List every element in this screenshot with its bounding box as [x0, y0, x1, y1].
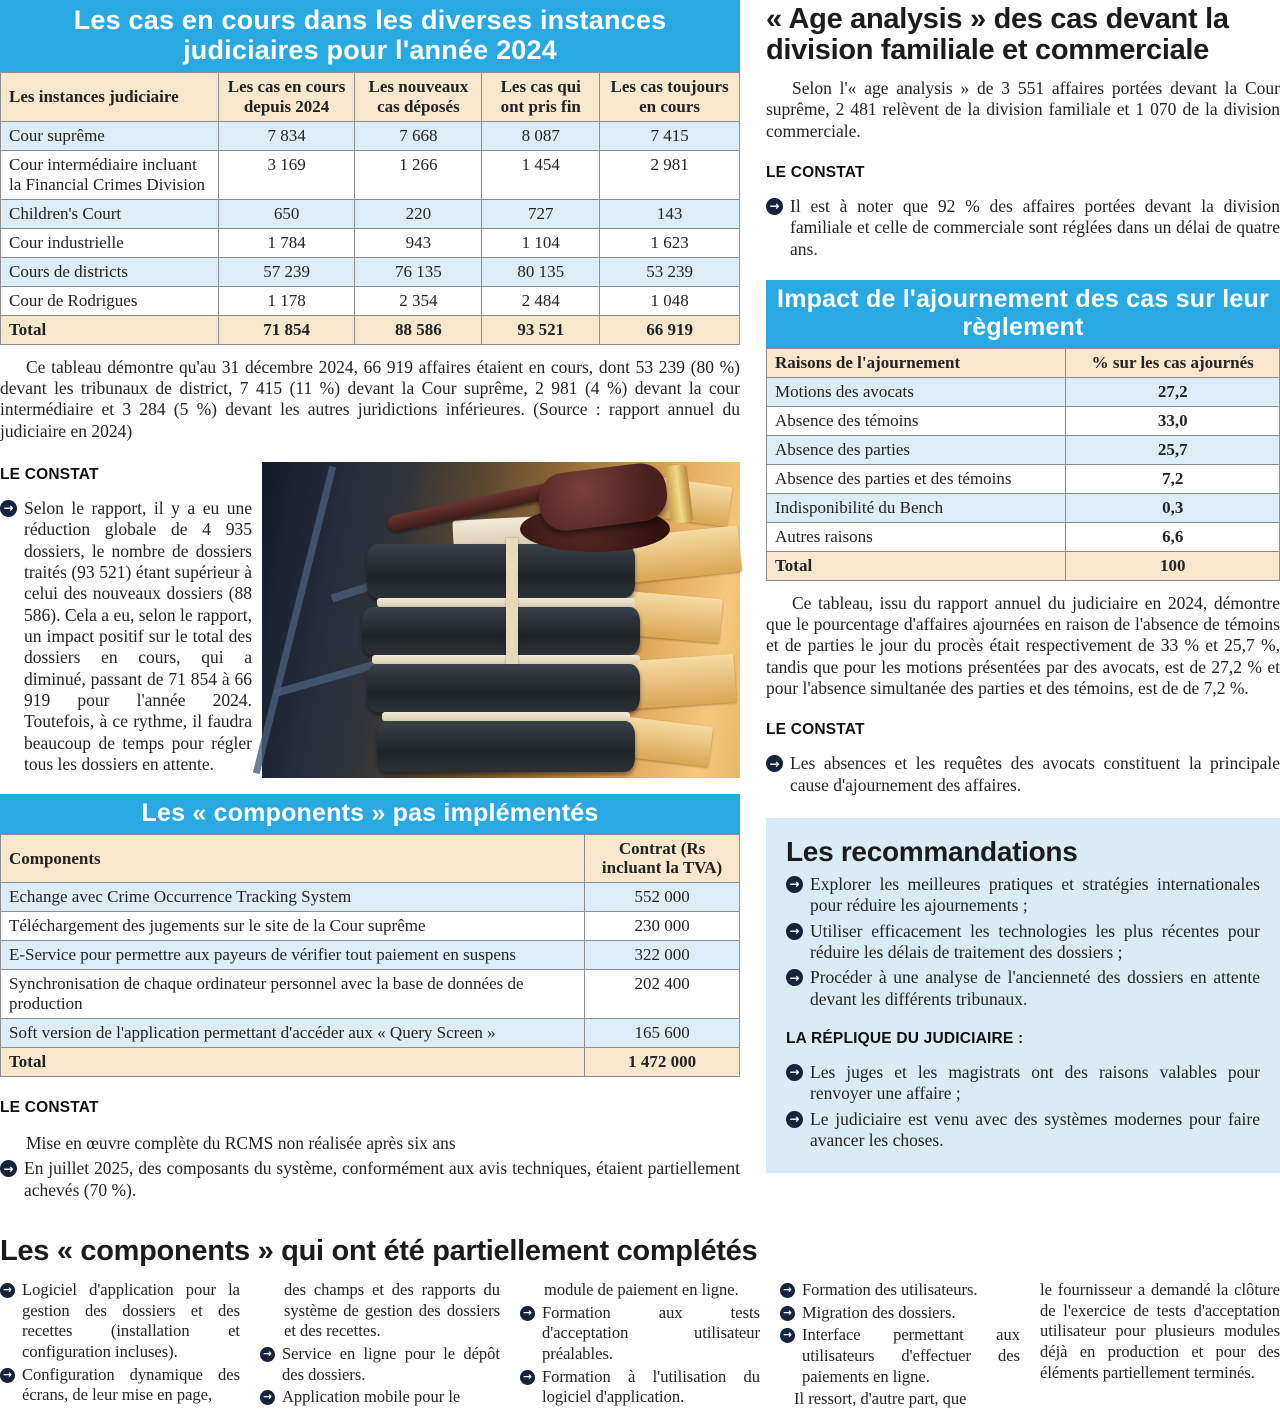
recommendation-bullet: [786, 874, 1260, 917]
shelf-shape: [253, 466, 336, 774]
cell-value: 943: [355, 228, 482, 257]
row-label: Cour suprême: [1, 121, 219, 150]
table-header-row: [1, 73, 740, 121]
right-column: [766, 0, 1280, 1201]
cell-value: 57 239: [218, 257, 355, 286]
arrow-bullet-icon: →: [766, 198, 783, 215]
col-header: Components: [1, 834, 585, 882]
bullet-text: Configuration dynamique des écrans, de leur mise en page,: [22, 1364, 240, 1405]
constat-bullet: [766, 196, 1280, 260]
table-row: [1, 1019, 740, 1048]
gavel-and-case-files-photo: [262, 462, 740, 778]
paragraph-text: Ce tableau, issu du rapport annuel du judiciaire en 2024, démontre que le pourcentage d'affaires ajournées en raison de l'absence de témoins et de parties le jour du procès était respectivement de 33 % et 25,7 %, tandis que pour les motions présentées par des avocats, est de 27,2 % et pour l'absence simultanée des parties et des témoins, est de de 7,2 %.: [766, 592, 1280, 699]
bullet-text: Explorer les meilleures pratiques et stratégies internationales pour réduire les ajournements ;: [810, 874, 1260, 916]
section-label-constat: LE CONSTAT: [0, 465, 99, 483]
cell-value: 552 000: [585, 883, 740, 912]
total-label: Total: [1, 315, 219, 344]
cell-value: 1 623: [600, 228, 740, 257]
col-header: Contrat (Rs incluant la TVA): [585, 834, 740, 882]
section-label-constat: LE CONSTAT: [766, 164, 865, 182]
cell-value: 165 600: [585, 1019, 740, 1048]
table-row: [767, 377, 1280, 406]
table1-title-band: [0, 0, 740, 72]
cell-value: 76 135: [355, 257, 482, 286]
row-label: Absence des témoins: [767, 406, 1066, 435]
cell-value: 2 354: [355, 286, 482, 315]
ledger-book-shape: [367, 664, 639, 711]
table-row: [767, 406, 1280, 435]
table-row: [767, 522, 1280, 551]
constat-bullet: [0, 498, 252, 775]
bullet-text: Procéder à une analyse de l'ancienneté des dossiers en attente devant les différents tribunaux.: [810, 967, 1260, 1009]
arrow-bullet-icon: →: [260, 1390, 275, 1405]
cell-value: 650: [218, 199, 355, 228]
bullet-text: Le judiciaire est venu avec des systèmes modernes pour faire avancer les choses.: [810, 1108, 1260, 1151]
table-row: [1, 941, 740, 970]
bottom-column-3: [520, 1278, 760, 1410]
bullet-text: Migration des dossiers.: [802, 1302, 956, 1322]
cell-value: 1 784: [218, 228, 355, 257]
table-row: [1, 286, 740, 315]
col-header: Les nouveaux cas déposés: [355, 73, 482, 121]
bullet-text: Formation aux tests d'acceptation utilisateur préalables.: [542, 1302, 760, 1363]
cell-value: 1 178: [218, 286, 355, 315]
replique-bullet: [786, 1109, 1260, 1152]
arrow-bullet-icon: →: [520, 1306, 535, 1321]
total-value: 88 586: [355, 315, 482, 344]
table-row: [1, 121, 740, 150]
cell-value: 0,3: [1066, 493, 1280, 522]
arrow-bullet-icon: →: [520, 1370, 535, 1385]
bullet-text: Formation des utilisateurs.: [802, 1280, 978, 1300]
cell-value: 25,7: [1066, 435, 1280, 464]
continuation-text: des champs et des rapports du système de gestion des dossiers et des recettes.: [284, 1280, 500, 1341]
table-row: [1, 912, 740, 941]
bottom-column-2: [260, 1278, 500, 1410]
row-label: Indisponibilité du Bench: [767, 493, 1066, 522]
age-analysis-paragraph: [766, 78, 1280, 142]
list-item: [780, 1303, 1020, 1324]
total-value: 93 521: [482, 315, 600, 344]
col-header: Les cas qui ont pris fin: [482, 73, 600, 121]
cell-value: 27,2: [1066, 377, 1280, 406]
bullet-text: Logiciel d'application pour la gestion des dossiers et des recettes (installation et configuration incluses).: [22, 1280, 240, 1361]
total-value: 71 854: [218, 315, 355, 344]
col-header: Les cas en cours depuis 2024: [218, 73, 355, 121]
cell-value: 1 454: [482, 150, 600, 199]
list-item: [0, 1365, 240, 1406]
paragraph-text: Selon l'« age analysis » de 3 551 affaires portées devant la Cour suprême, 2 481 relèvent de la division familiale et 1 070 de la division commerciale.: [766, 78, 1280, 141]
row-label: Absence des parties: [767, 435, 1066, 464]
cell-value: 7 834: [218, 121, 355, 150]
list-item: [260, 1344, 500, 1385]
table-total-row: [1, 1048, 740, 1077]
cell-value: 1 048: [600, 286, 740, 315]
recommendation-bullet: [786, 967, 1260, 1010]
col-header: Raisons de l'ajournement: [767, 349, 1066, 378]
table-total-row: [767, 551, 1280, 580]
table2-title-band: [0, 794, 740, 834]
ledger-book-shape: [377, 721, 635, 772]
table-row: [1, 970, 740, 1019]
list-item: [520, 1303, 760, 1365]
row-label: Children's Court: [1, 199, 219, 228]
row-label: Téléchargement des jugements sur le site de la Cour suprême: [1, 912, 585, 941]
paragraph-text: Ce tableau démontre qu'au 31 décembre 2024, 66 919 affaires étaient en cours, dont 53 239 (80 %) devant les tribunaux de district, 7 415 (11 %) devant la Cour suprême, 2 981 (4 %) devant la cour intermédiaire et 3 284 (5 %) devant les autres juridictions inférieures. (Source : rapport annuel du judiciaire en 2024): [0, 356, 740, 441]
constat-photo-row: [0, 460, 740, 778]
arrow-bullet-icon: →: [0, 500, 17, 517]
recommendation-bullet: [786, 921, 1260, 964]
constat-column: [0, 460, 252, 778]
col-header: % sur les cas ajournés: [1066, 349, 1280, 378]
arrow-bullet-icon: →: [786, 876, 803, 893]
replique-bullet: [786, 1062, 1260, 1105]
row-label: Cour intermédiaire incluant la Financial Crimes Division: [1, 150, 219, 199]
cell-value: 1 104: [482, 228, 600, 257]
continuation-text: Il ressort, d'autre part, que: [794, 1389, 967, 1409]
cell-value: 8 087: [482, 121, 600, 150]
list-item: [520, 1367, 760, 1408]
bottom-column-5: [1040, 1278, 1280, 1410]
table-row: [1, 150, 740, 199]
bullet-text: Interface permettant aux utilisateurs d'effectuer des paiements en ligne.: [802, 1325, 1020, 1386]
row-label: Soft version de l'application permettant d'accéder aux « Query Screen »: [1, 1019, 585, 1048]
table-row: [1, 228, 740, 257]
row-label: Absence des parties et des témoins: [767, 464, 1066, 493]
arrow-bullet-icon: →: [786, 1064, 803, 1081]
cell-value: 2 981: [600, 150, 740, 199]
table-row: [1, 257, 740, 286]
recommendations-box: [766, 818, 1280, 1173]
table3-title-band: [766, 280, 1280, 348]
arrow-bullet-icon: →: [0, 1283, 15, 1298]
table1-commentary: [0, 357, 740, 442]
constat-bullet: [766, 753, 1280, 796]
partially-completed-section: [0, 1235, 1280, 1410]
row-label: Cour industrielle: [1, 228, 219, 257]
table3-title: Impact de l'ajournement des cas sur leur règlement: [777, 285, 1269, 342]
adjournment-impact-table: [766, 348, 1280, 581]
arrow-bullet-icon: →: [786, 969, 803, 986]
bottom-five-columns: [0, 1278, 1280, 1410]
table3-commentary: [766, 593, 1280, 700]
cell-value: 202 400: [585, 970, 740, 1019]
table-total-row: [1, 315, 740, 344]
partially-completed-title: Les « components » qui ont été partiellement complétés: [0, 1235, 758, 1268]
total-value: 1 472 000: [585, 1048, 740, 1077]
row-label: Cours de districts: [1, 257, 219, 286]
row-label: Motions des avocats: [767, 377, 1066, 406]
list-item: [260, 1387, 500, 1408]
table-row: [767, 435, 1280, 464]
cell-value: 143: [600, 199, 740, 228]
arrow-bullet-icon: →: [786, 923, 803, 940]
row-label: Cour de Rodrigues: [1, 286, 219, 315]
list-item: [780, 1280, 1020, 1301]
bullet-text: Les absences et les requêtes des avocats constituent la principale cause d'ajournement des affaires.: [790, 753, 1280, 795]
table-row: [1, 199, 740, 228]
bottom-column-4: [780, 1278, 1020, 1410]
cell-value: 80 135: [482, 257, 600, 286]
arrow-bullet-icon: →: [780, 1328, 795, 1343]
ledger-book-shape: [362, 607, 639, 654]
arrow-bullet-icon: →: [780, 1283, 795, 1298]
cell-value: 7,2: [1066, 464, 1280, 493]
bullet-text: Les juges et les magistrats ont des raisons valables pour renvoyer une affaire ;: [810, 1062, 1260, 1104]
bullet-text: Il est à noter que 92 % des affaires portées devant la division familiale et celle de commerciale sont réglées dans un délai de quatre ans.: [790, 196, 1280, 259]
bullet-text: Application mobile pour le: [282, 1387, 461, 1407]
continuation-text: le fournisseur a demandé la clôture de l'exercice de tests d'acceptation utilisateur pour plusieurs modules déjà en production et pour des éléments partiellement terminés.: [1040, 1280, 1280, 1382]
cell-value: 53 239: [600, 257, 740, 286]
cell-value: 7 668: [355, 121, 482, 150]
cell-value: 2 484: [482, 286, 600, 315]
table-row: [767, 493, 1280, 522]
bullet-text: Utiliser efficacement les technologies les plus récentes pour réduire les délais de traitement des dossiers ;: [810, 920, 1260, 963]
table-row: [1, 883, 740, 912]
ledger-book-shape: [367, 544, 635, 598]
table2-title: Les « components » pas implémentés: [141, 798, 599, 827]
arrow-bullet-icon: →: [0, 1368, 15, 1383]
document-sheet-shape: [382, 712, 631, 721]
cell-value: 220: [355, 199, 482, 228]
arrow-bullet-icon: →: [780, 1306, 795, 1321]
cell-value: 727: [482, 199, 600, 228]
list-item: [0, 1280, 240, 1363]
components-not-implemented-table: [0, 834, 740, 1077]
row-label: Echange avec Crime Occurrence Tracking System: [1, 883, 585, 912]
total-label: Total: [1, 1048, 585, 1077]
arrow-bullet-icon: →: [766, 755, 783, 772]
row-label: Synchronisation de chaque ordinateur personnel avec la base de données de production: [1, 970, 585, 1019]
cell-value: 1 266: [355, 150, 482, 199]
arrow-bullet-icon: →: [0, 1160, 17, 1177]
bottom-column-1: [0, 1278, 240, 1410]
table-row: [767, 464, 1280, 493]
recommendations-title: Les recommandations: [786, 836, 1078, 868]
total-label: Total: [767, 551, 1066, 580]
bullet-text: En juillet 2025, des composants du système, conformément aux avis techniques, étaient partiellement achevés (70 %).: [24, 1158, 740, 1200]
cases-by-court-table: [0, 72, 740, 344]
section-label-constat: LE CONSTAT: [0, 1099, 99, 1117]
cell-value: 7 415: [600, 121, 740, 150]
list-item: [780, 1325, 1020, 1387]
ribbon-shape: [506, 538, 518, 664]
left-column: [0, 0, 740, 1201]
cell-value: 230 000: [585, 912, 740, 941]
total-value: 100: [1066, 551, 1280, 580]
continuation-text: module de paiement en ligne.: [544, 1280, 739, 1300]
constat-bullet: [0, 1158, 740, 1201]
section-label-constat: LE CONSTAT: [766, 721, 865, 739]
arrow-bullet-icon: →: [260, 1347, 275, 1362]
table-header-row: [1, 834, 740, 882]
table-header-row: [767, 349, 1280, 378]
col-header: Les instances judiciaire: [1, 73, 219, 121]
row-label: Autres raisons: [767, 522, 1066, 551]
cell-value: 33,0: [1066, 406, 1280, 435]
cell-value: 6,6: [1066, 522, 1280, 551]
rcms-intro-line: [0, 1133, 740, 1154]
total-value: 66 919: [600, 315, 740, 344]
paragraph-text: Mise en œuvre complète du RCMS non réalisée après six ans: [26, 1133, 456, 1154]
age-analysis-headline: « Age analysis » des cas devant la division familiale et commerciale: [766, 3, 1229, 67]
bullet-text: Selon le rapport, il y a eu une réduction globale de 4 935 dossiers, le nombre de dossiers traités (93 521) étant supérieur à celui des nouveaux dossiers (88 586). Cela a eu, selon le rapport, un impact positif sur le total des dossiers en cours, qui a diminué, passant de 71 854 à 66 919 pour l'année 2024. Toutefois, à ce rythme, il faudra beaucoup de temps pour régler tous les dossiers en attente.: [24, 497, 252, 775]
bullet-text: Service en ligne pour le dépôt des dossiers.: [282, 1343, 500, 1384]
row-label: E-Service pour permettre aux payeurs de vérifier tout paiement en suspens: [1, 941, 585, 970]
cell-value: 322 000: [585, 941, 740, 970]
arrow-bullet-icon: →: [786, 1111, 803, 1128]
section-label-replique: LA RÉPLIQUE DU JUDICIAIRE :: [786, 1030, 1024, 1048]
cell-value: 3 169: [218, 150, 355, 199]
col-header: Les cas toujours en cours: [600, 73, 740, 121]
bullet-text: Formation à l'utilisation du logiciel d'application.: [542, 1366, 760, 1407]
table1-title: Les cas en cours dans les diverses instances judiciaires pour l'année 2024: [73, 5, 667, 66]
